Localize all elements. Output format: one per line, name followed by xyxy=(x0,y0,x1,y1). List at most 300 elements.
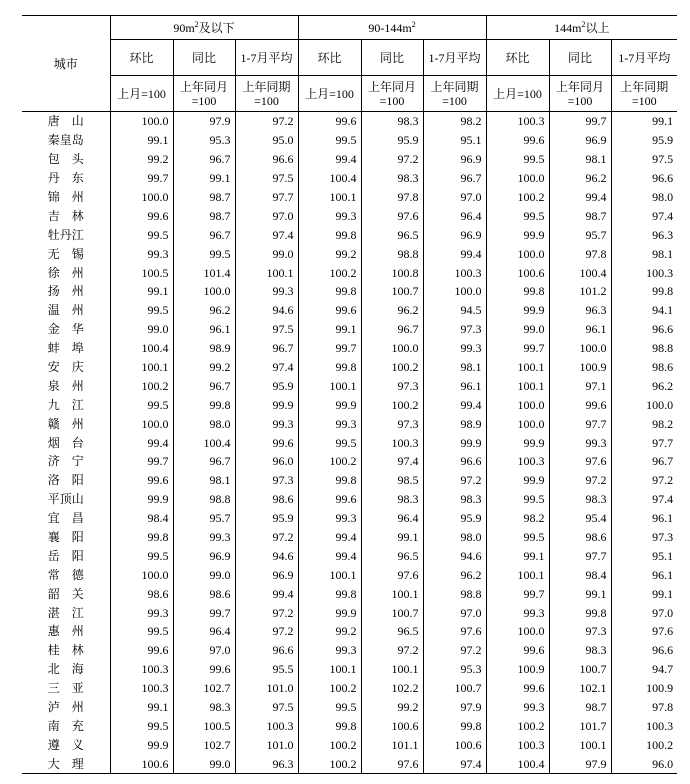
index-value: 100.4 xyxy=(549,263,611,282)
index-value: 99.7 xyxy=(110,452,173,471)
index-value: 99.8 xyxy=(652,284,674,299)
index-value: 99.9 xyxy=(486,471,549,490)
index-value: 100.0 xyxy=(110,565,173,584)
index-value: 99.7 xyxy=(486,584,549,603)
city-name: 南 充 xyxy=(22,717,110,736)
col-header-yoy: 同比 xyxy=(361,40,423,76)
index-value: 100.3 xyxy=(361,433,423,452)
index-value: 99.3 xyxy=(110,603,173,622)
index-value: 98.8 xyxy=(173,490,235,509)
index-value: 99.9 xyxy=(298,395,361,414)
index-value: 100.0 xyxy=(173,282,235,301)
index-value: 98.0 xyxy=(173,414,235,433)
index-value: 97.2 xyxy=(235,603,298,622)
table-row xyxy=(22,112,677,131)
index-value: 98.7 xyxy=(549,698,611,717)
index-value: 97.4 xyxy=(652,492,674,507)
index-value: 100.3 xyxy=(110,679,173,698)
index-value: 95.9 xyxy=(652,133,674,148)
index-value: 95.9 xyxy=(235,376,298,395)
index-value: 99.4 xyxy=(110,433,173,452)
index-value: 99.6 xyxy=(298,301,361,320)
index-value: 100.3 xyxy=(235,717,298,736)
city-name: 岳 阳 xyxy=(22,546,110,565)
index-value: 95.1 xyxy=(652,548,674,563)
index-value: 99.8 xyxy=(298,717,361,736)
base-label-avg: 上年同期=100 xyxy=(423,76,486,112)
index-value: 99.6 xyxy=(110,471,173,490)
index-value: 100.2 xyxy=(298,735,361,754)
index-value: 98.3 xyxy=(361,112,423,131)
index-value: 97.9 xyxy=(423,698,486,717)
city-name: 北 海 xyxy=(22,660,110,679)
table-body xyxy=(22,112,677,774)
index-value: 99.8 xyxy=(298,225,361,244)
index-value: 99.1 xyxy=(652,586,674,601)
city-name: 安 庆 xyxy=(22,358,110,377)
index-value: 100.3 xyxy=(423,263,486,282)
index-value: 95.5 xyxy=(235,660,298,679)
index-value: 96.9 xyxy=(423,225,486,244)
table-row xyxy=(22,150,677,169)
city-name: 牡丹江 xyxy=(22,225,110,244)
index-value: 99.2 xyxy=(361,698,423,717)
index-value: 97.6 xyxy=(361,206,423,225)
table-row xyxy=(22,301,677,320)
index-value: 97.0 xyxy=(652,605,674,620)
city-name: 烟 台 xyxy=(22,433,110,452)
col-header-mom: 环比 xyxy=(110,40,173,76)
city-name: 丹 东 xyxy=(22,169,110,188)
city-name: 蚌 埠 xyxy=(22,339,110,358)
index-value: 99.1 xyxy=(486,546,549,565)
index-value: 99.5 xyxy=(173,244,235,263)
index-value: 100.2 xyxy=(486,717,549,736)
index-value: 99.2 xyxy=(173,358,235,377)
index-value: 94.7 xyxy=(652,662,674,677)
index-value: 99.6 xyxy=(486,131,549,150)
city-name: 赣 州 xyxy=(22,414,110,433)
index-value: 99.1 xyxy=(110,698,173,717)
index-value: 100.0 xyxy=(486,395,549,414)
base-label-yoy: 上年同月=100 xyxy=(173,76,235,112)
index-value: 96.4 xyxy=(423,206,486,225)
index-value: 99.5 xyxy=(486,206,549,225)
table-row xyxy=(22,754,677,773)
index-value: 100.2 xyxy=(646,737,674,752)
index-value: 99.8 xyxy=(298,584,361,603)
index-value: 99.5 xyxy=(298,131,361,150)
index-value: 95.9 xyxy=(423,509,486,528)
index-value: 98.3 xyxy=(361,169,423,188)
index-value: 100.0 xyxy=(110,414,173,433)
index-value: 99.6 xyxy=(110,641,173,660)
table-row xyxy=(22,376,677,395)
index-value: 101.2 xyxy=(549,282,611,301)
index-value: 99.5 xyxy=(110,717,173,736)
index-value: 95.1 xyxy=(423,131,486,150)
index-value: 100.3 xyxy=(646,265,674,280)
index-value: 96.6 xyxy=(652,643,674,658)
index-value: 99.3 xyxy=(486,603,549,622)
index-value: 98.8 xyxy=(361,244,423,263)
index-value: 97.2 xyxy=(361,641,423,660)
index-value: 100.0 xyxy=(486,169,549,188)
index-value: 97.5 xyxy=(235,169,298,188)
table-row xyxy=(22,263,677,282)
index-value: 99.9 xyxy=(110,735,173,754)
city-name: 金 华 xyxy=(22,320,110,339)
table-row xyxy=(22,206,677,225)
index-value: 99.2 xyxy=(298,244,361,263)
index-value: 99.4 xyxy=(423,244,486,263)
index-value: 97.7 xyxy=(549,546,611,565)
index-value: 97.2 xyxy=(423,641,486,660)
index-value: 99.0 xyxy=(110,320,173,339)
city-name: 惠 州 xyxy=(22,622,110,641)
city-name: 泉 州 xyxy=(22,376,110,395)
index-value: 99.0 xyxy=(173,754,235,773)
index-value: 99.7 xyxy=(549,112,611,131)
base-label-mom: 上月=100 xyxy=(110,76,173,112)
index-value: 101.0 xyxy=(235,735,298,754)
table-row xyxy=(22,565,677,584)
index-value: 96.1 xyxy=(549,320,611,339)
index-value: 99.3 xyxy=(298,206,361,225)
index-value: 100.1 xyxy=(361,660,423,679)
index-value: 97.7 xyxy=(235,188,298,207)
index-value: 98.1 xyxy=(423,358,486,377)
index-value: 95.7 xyxy=(173,509,235,528)
index-value: 97.3 xyxy=(235,471,298,490)
group-header-90-144: $90-144m^2$ xyxy=(298,16,486,40)
index-value: 97.2 xyxy=(361,150,423,169)
index-value: 100.9 xyxy=(549,358,611,377)
index-value: 100.0 xyxy=(549,339,611,358)
index-value: 99.3 xyxy=(173,528,235,547)
index-value: 97.3 xyxy=(423,320,486,339)
index-value: 99.8 xyxy=(549,603,611,622)
index-value: 100.2 xyxy=(486,188,549,207)
index-value: 95.4 xyxy=(549,509,611,528)
index-value: 99.9 xyxy=(298,603,361,622)
index-value: 97.6 xyxy=(423,622,486,641)
index-value: 97.6 xyxy=(549,452,611,471)
index-value: 96.7 xyxy=(361,320,423,339)
index-value: 99.4 xyxy=(298,150,361,169)
index-value: 96.1 xyxy=(173,320,235,339)
index-value: 97.2 xyxy=(235,112,298,131)
index-value: 101.0 xyxy=(235,679,298,698)
index-value: 95.3 xyxy=(423,660,486,679)
index-value: 100.9 xyxy=(486,660,549,679)
index-value: 97.2 xyxy=(235,528,298,547)
index-value: 100.5 xyxy=(110,263,173,282)
index-value: 100.7 xyxy=(549,660,611,679)
base-label-avg: 上年同期=100 xyxy=(235,76,298,112)
index-value: 99.9 xyxy=(110,490,173,509)
index-value: 100.5 xyxy=(173,717,235,736)
index-value: 100.4 xyxy=(110,339,173,358)
index-value: 99.1 xyxy=(298,320,361,339)
index-value: 96.2 xyxy=(361,301,423,320)
base-label-yoy: 上年同月=100 xyxy=(361,76,423,112)
col-header-avg: 1-7月平均 xyxy=(423,40,486,76)
city-name: 大 理 xyxy=(22,754,110,773)
city-name: 包 头 xyxy=(22,150,110,169)
index-value: 96.7 xyxy=(173,150,235,169)
index-value: 96.2 xyxy=(549,169,611,188)
index-value: 99.1 xyxy=(361,528,423,547)
index-value: 100.6 xyxy=(361,717,423,736)
index-value: 100.0 xyxy=(646,397,674,412)
index-value: 100.7 xyxy=(361,282,423,301)
city-name: 洛 阳 xyxy=(22,471,110,490)
index-value: 99.4 xyxy=(298,546,361,565)
city-name: 九 江 xyxy=(22,395,110,414)
index-value: 97.7 xyxy=(549,414,611,433)
index-value: 96.3 xyxy=(549,301,611,320)
index-value: 98.5 xyxy=(361,471,423,490)
index-value: 97.3 xyxy=(652,530,674,545)
index-value: 99.0 xyxy=(173,565,235,584)
index-value: 96.6 xyxy=(423,452,486,471)
index-value: 97.8 xyxy=(549,244,611,263)
city-column-header: 城市 xyxy=(22,16,110,112)
index-value: 99.3 xyxy=(549,433,611,452)
index-value: 96.3 xyxy=(652,227,674,242)
city-name: 常 德 xyxy=(22,565,110,584)
index-value: 97.0 xyxy=(423,188,486,207)
index-value: 100.2 xyxy=(298,754,361,773)
index-value: 99.8 xyxy=(298,471,361,490)
index-value: 98.9 xyxy=(173,339,235,358)
index-value: 96.5 xyxy=(361,546,423,565)
index-value: 96.2 xyxy=(652,378,674,393)
index-value: 99.7 xyxy=(486,339,549,358)
index-value: 100.1 xyxy=(486,565,549,584)
index-value: 96.1 xyxy=(652,511,674,526)
index-value: 100.9 xyxy=(646,681,674,696)
table-row xyxy=(22,528,677,547)
index-value: 97.2 xyxy=(549,471,611,490)
index-value: 96.7 xyxy=(173,376,235,395)
index-value: 98.8 xyxy=(652,341,674,356)
index-value: 100.1 xyxy=(110,358,173,377)
index-value: 100.4 xyxy=(486,754,549,773)
index-value: 96.0 xyxy=(611,754,677,773)
index-value: 100.1 xyxy=(298,565,361,584)
col-header-mom: 环比 xyxy=(486,40,549,76)
index-value: 97.2 xyxy=(652,473,674,488)
index-value: 100.1 xyxy=(486,358,549,377)
col-header-avg: 1-7月平均 xyxy=(235,40,298,76)
table-row xyxy=(22,584,677,603)
table-row xyxy=(22,490,677,509)
index-value: 96.7 xyxy=(423,169,486,188)
table-row xyxy=(22,339,677,358)
index-value: 101.4 xyxy=(173,263,235,282)
index-value: 98.3 xyxy=(361,490,423,509)
index-value: 99.5 xyxy=(486,490,549,509)
index-value: 99.7 xyxy=(173,603,235,622)
index-value: 96.6 xyxy=(652,171,674,186)
index-value: 95.0 xyxy=(235,131,298,150)
index-value: 98.2 xyxy=(652,416,674,431)
index-value: 100.1 xyxy=(549,735,611,754)
index-value: 99.1 xyxy=(110,131,173,150)
index-value: 100.2 xyxy=(298,679,361,698)
index-value: 98.2 xyxy=(423,112,486,131)
city-name: 温 州 xyxy=(22,301,110,320)
index-value: 95.9 xyxy=(361,131,423,150)
table-row xyxy=(22,169,677,188)
index-value: 96.9 xyxy=(235,565,298,584)
index-value: 100.1 xyxy=(298,660,361,679)
index-value: 97.3 xyxy=(549,622,611,641)
index-value: 97.0 xyxy=(423,603,486,622)
index-value: 94.6 xyxy=(235,301,298,320)
index-value: 99.3 xyxy=(298,641,361,660)
index-value: 100.0 xyxy=(486,244,549,263)
index-value: 99.5 xyxy=(110,225,173,244)
table-header xyxy=(22,16,677,112)
index-value: 100.2 xyxy=(298,452,361,471)
index-value: 100.6 xyxy=(486,263,549,282)
index-value: 97.4 xyxy=(652,208,674,223)
index-value: 99.5 xyxy=(486,528,549,547)
table-row xyxy=(22,679,677,698)
price-index-table xyxy=(22,15,677,774)
table-row xyxy=(22,603,677,622)
index-value: 100.4 xyxy=(173,433,235,452)
index-value: 100.0 xyxy=(110,188,173,207)
index-value: 98.7 xyxy=(173,188,235,207)
city-name: 遵 义 xyxy=(22,735,110,754)
index-value: 97.9 xyxy=(549,754,611,773)
index-value: 99.1 xyxy=(173,169,235,188)
index-value: 99.6 xyxy=(298,112,361,131)
index-value: 96.6 xyxy=(652,322,674,337)
index-value: 100.2 xyxy=(361,395,423,414)
index-value: 94.6 xyxy=(235,546,298,565)
index-value: 98.4 xyxy=(549,565,611,584)
index-value: 97.5 xyxy=(652,152,674,167)
index-value: 97.4 xyxy=(423,754,486,773)
index-value: 99.1 xyxy=(110,282,173,301)
index-value: 96.9 xyxy=(423,150,486,169)
table-row xyxy=(22,358,677,377)
table-row xyxy=(22,282,677,301)
city-name: 锦 州 xyxy=(22,188,110,207)
index-value: 100.1 xyxy=(298,376,361,395)
city-name: 襄 阳 xyxy=(22,528,110,547)
table-row xyxy=(22,641,677,660)
index-value: 98.6 xyxy=(173,584,235,603)
index-value: 98.6 xyxy=(110,584,173,603)
index-value: 96.0 xyxy=(235,452,298,471)
table-row xyxy=(22,414,677,433)
table-row xyxy=(22,188,677,207)
index-value: 99.6 xyxy=(486,641,549,660)
table-row xyxy=(22,452,677,471)
index-value: 94.1 xyxy=(652,303,674,318)
index-value: 99.3 xyxy=(298,509,361,528)
table-row xyxy=(22,660,677,679)
index-value: 99.6 xyxy=(235,433,298,452)
index-value: 99.7 xyxy=(298,339,361,358)
index-value: 96.3 xyxy=(235,754,298,773)
index-value: 96.5 xyxy=(361,225,423,244)
index-value: 95.7 xyxy=(549,225,611,244)
group-header-over-144: $144m^2$以上 xyxy=(486,16,677,40)
index-value: 101.7 xyxy=(549,717,611,736)
col-header-yoy: 同比 xyxy=(173,40,235,76)
index-value: 97.9 xyxy=(173,112,235,131)
index-value: 96.4 xyxy=(173,622,235,641)
city-name: 湛 江 xyxy=(22,603,110,622)
index-value: 101.1 xyxy=(361,735,423,754)
index-value: 99.9 xyxy=(423,433,486,452)
index-value: 99.6 xyxy=(549,395,611,414)
index-value: 96.4 xyxy=(361,509,423,528)
index-value: 98.1 xyxy=(173,471,235,490)
col-header-avg: 1-7月平均 xyxy=(611,40,677,76)
table-row xyxy=(22,225,677,244)
index-value: 99.0 xyxy=(486,320,549,339)
index-value: 99.5 xyxy=(110,546,173,565)
index-value: 100.8 xyxy=(361,263,423,282)
index-value: 100.0 xyxy=(486,414,549,433)
index-value: 100.0 xyxy=(110,112,173,131)
index-value: 98.3 xyxy=(549,641,611,660)
index-value: 98.3 xyxy=(549,490,611,509)
city-name: 吉 林 xyxy=(22,206,110,225)
index-value: 98.1 xyxy=(652,246,674,261)
index-value: 96.7 xyxy=(173,225,235,244)
group-header-under-90: $90m^2$及以下 xyxy=(110,16,298,40)
index-value: 99.3 xyxy=(298,414,361,433)
index-value: 97.5 xyxy=(235,698,298,717)
index-value: 99.0 xyxy=(235,244,298,263)
index-value: 100.1 xyxy=(298,188,361,207)
city-name: 三 亚 xyxy=(22,679,110,698)
index-value: 100.6 xyxy=(423,735,486,754)
index-value: 97.0 xyxy=(235,206,298,225)
index-value: 100.3 xyxy=(486,452,549,471)
index-value: 94.5 xyxy=(423,301,486,320)
index-value: 99.8 xyxy=(486,282,549,301)
city-name: 秦皇岛 xyxy=(22,131,110,150)
table-row xyxy=(22,320,677,339)
city-name: 无 锡 xyxy=(22,244,110,263)
index-value: 98.0 xyxy=(652,190,674,204)
index-value: 96.1 xyxy=(423,376,486,395)
index-value: 99.3 xyxy=(423,339,486,358)
index-value: 100.1 xyxy=(486,376,549,395)
base-label-yoy: 上年同月=100 xyxy=(549,76,611,112)
table-row xyxy=(22,131,677,150)
index-value: 102.1 xyxy=(549,679,611,698)
index-value: 102.7 xyxy=(173,735,235,754)
index-value: 98.4 xyxy=(110,509,173,528)
index-value: 96.1 xyxy=(652,567,674,582)
index-value: 99.1 xyxy=(652,114,674,129)
index-value: 97.6 xyxy=(361,565,423,584)
table-row xyxy=(22,622,677,641)
index-value: 99.4 xyxy=(549,188,611,207)
index-value: 96.5 xyxy=(361,622,423,641)
